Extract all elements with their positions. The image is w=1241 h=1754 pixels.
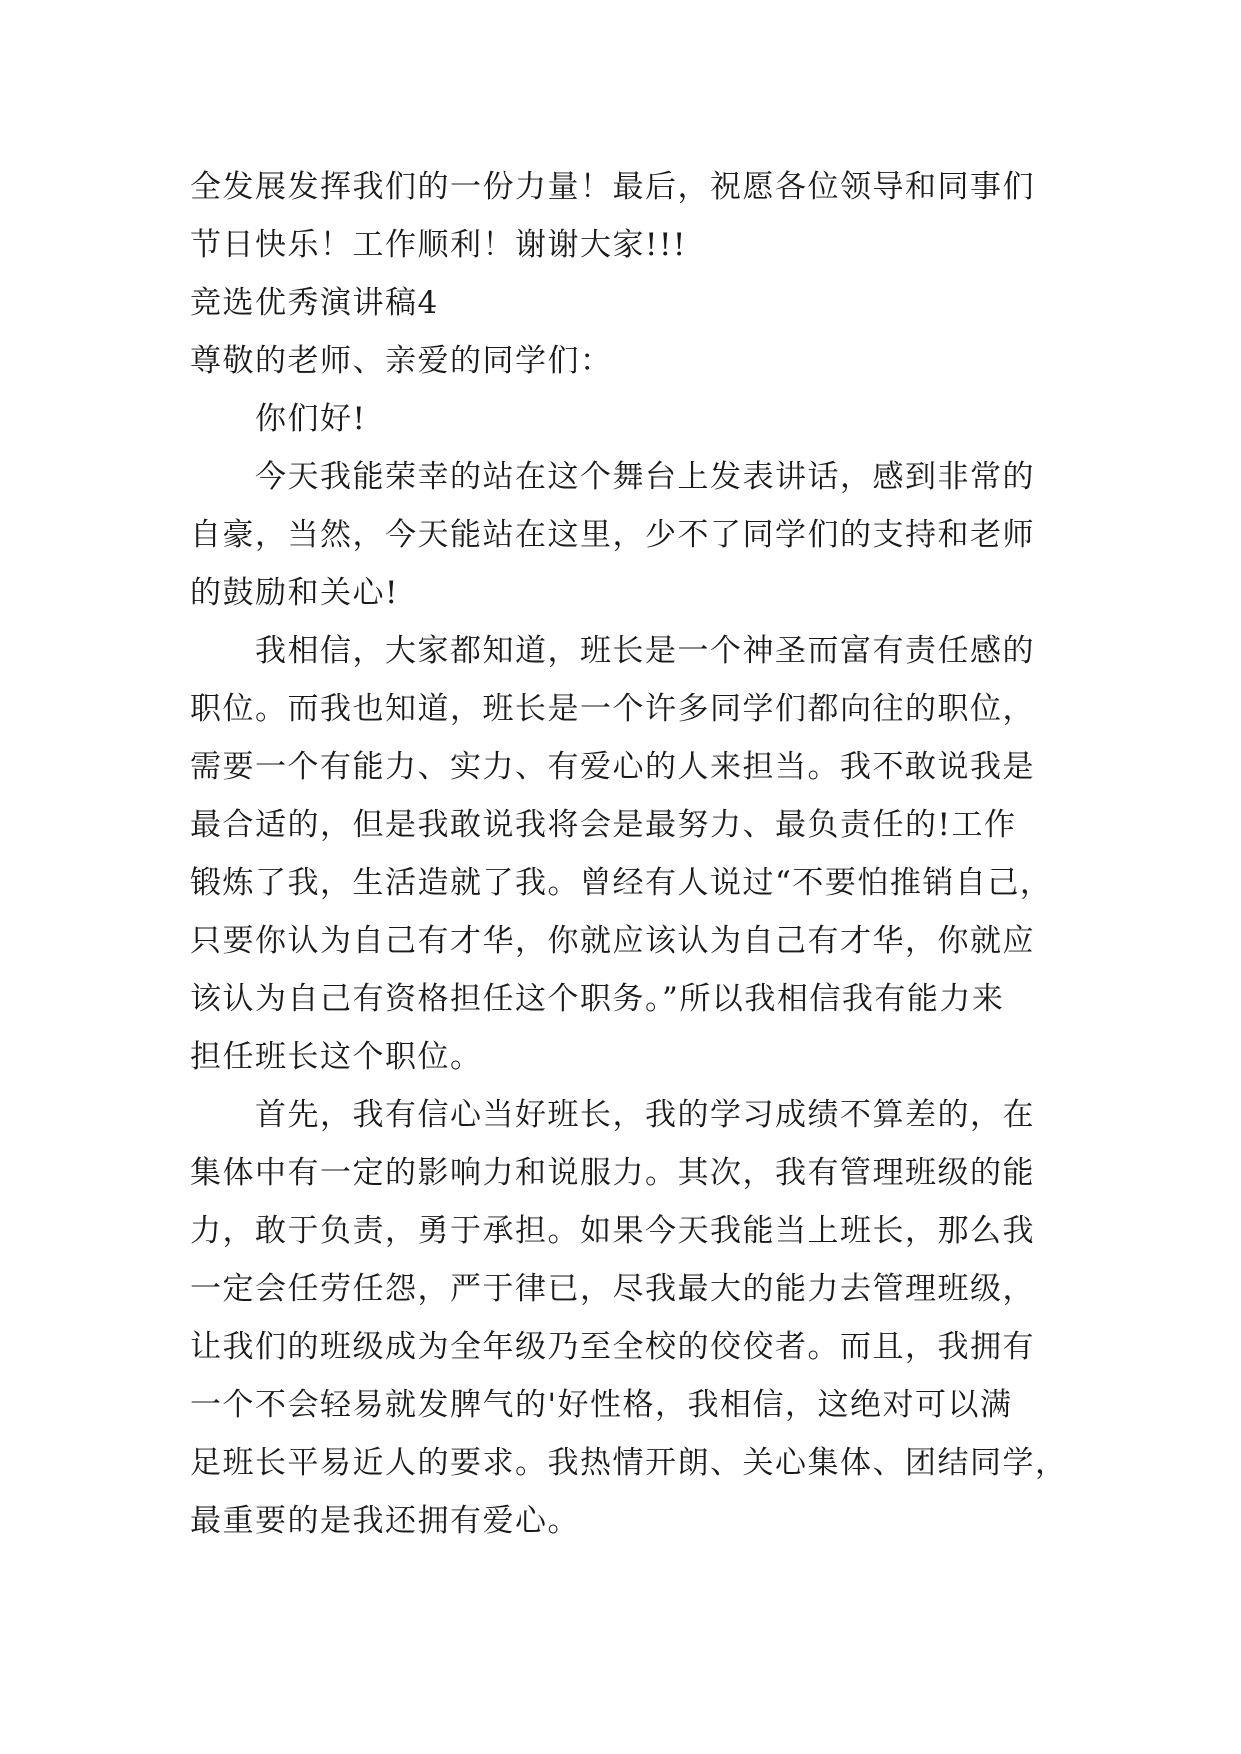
text-line: 锻炼了我，生活造就了我。曾经有人说过“不要怕推销自己， (190, 865, 1053, 901)
text-line: 力，敢于负责，勇于承担。如果今天我能当上班长，那么我 (190, 1213, 1035, 1249)
section-heading: 竞选优秀演讲稿4 (190, 285, 439, 321)
salutation: 尊敬的老师、亲爱的同学们： (190, 343, 613, 379)
text-line: 集体中有一定的影响力和说服力。其次，我有管理班级的能 (190, 1155, 1035, 1191)
text-line: 我相信，大家都知道，班长是一个神圣而富有责任感的 (190, 633, 1035, 669)
text-line: 足班长平易近人的要求。我热情开朗、关心集体、团结同学， (190, 1445, 1068, 1481)
text-line: 让我们的班级成为全年级乃至全校的佼佼者。而且，我拥有 (190, 1329, 1035, 1365)
text-line: 的鼓励和关心! (190, 575, 399, 611)
text-line: 一个不会轻易就发脾气的'好性格，我相信，这绝对可以满 (190, 1387, 1013, 1423)
text-line: 该认为自己有资格担任这个职务。”所以我相信我有能力来 (190, 981, 1005, 1017)
document-body (190, 158, 1070, 1550)
text-line: 自豪，当然，今天能站在这里，少不了同学们的支持和老师 (190, 517, 1035, 553)
text-line: 只要你认为自己有才华，你就应该认为自己有才华，你就应 (190, 923, 1035, 959)
text-line: 需要一个有能力、实力、有爱心的人来担当。我不敢说我是 (190, 749, 1035, 785)
greeting: 你们好! (190, 401, 367, 437)
text-line: 首先，我有信心当好班长，我的学习成绩不算差的，在 (190, 1097, 1035, 1133)
text-line: 最重要的是我还拥有爱心。 (190, 1503, 580, 1539)
text-line: 一定会任劳任怨，严于律已，尽我最大的能力去管理班级， (190, 1271, 1035, 1307)
text-line: 职位。而我也知道，班长是一个许多同学们都向往的职位， (190, 691, 1035, 727)
text-line: 全发展发挥我们的一份力量！最后，祝愿各位领导和同事们 (190, 169, 1035, 205)
text-line: 担任班长这个职位。 (190, 1039, 483, 1075)
text-line: 今天我能荣幸的站在这个舞台上发表讲话，感到非常的 (190, 459, 1035, 495)
text-line: 节日快乐！工作顺利！谢谢大家!!! (190, 227, 687, 263)
text-line: 最合适的，但是我敢说我将会是最努力、最负责任的!工作 (190, 807, 1017, 843)
